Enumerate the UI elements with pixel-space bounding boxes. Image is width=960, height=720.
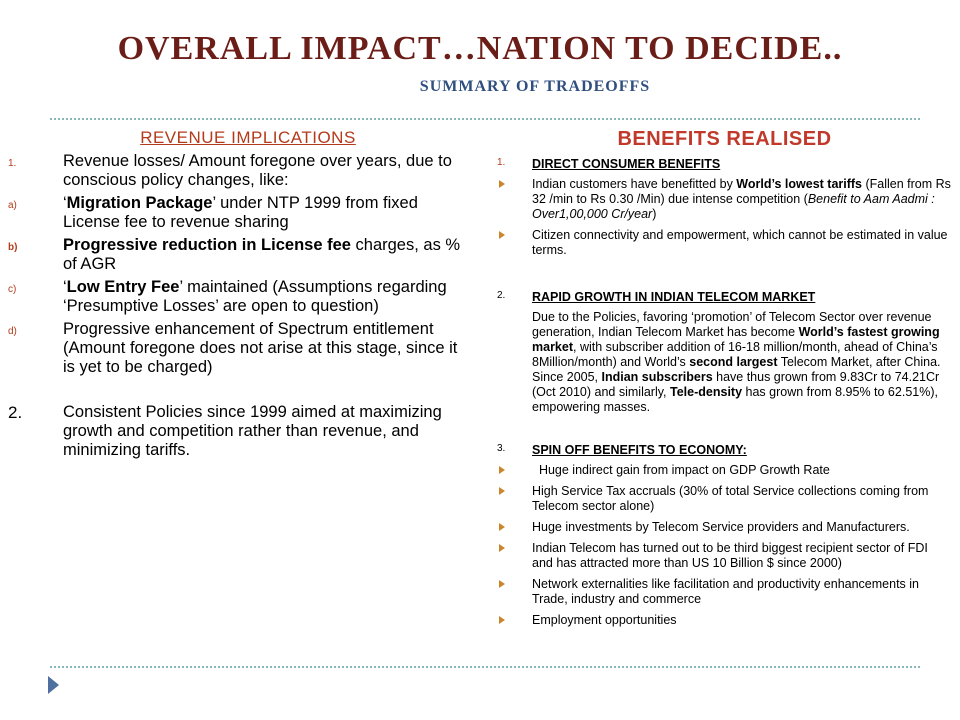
- license-fee-label: Progressive reduction in License fee: [63, 236, 351, 254]
- text-run: , with subscriber addition of 16-18 million/month, ahead of China’s 8Million/month) and World’s: [532, 340, 938, 369]
- text-run: Indian customers have benefitted by: [532, 177, 737, 191]
- revenue-column: [8, 128, 468, 460]
- text-run: Telecom Market, after China. Since 2005,: [532, 355, 941, 384]
- benefits-section-3-title: SPIN OFF BENEFITS TO ECONOMY:: [532, 443, 747, 457]
- slide-title: OVERALL IMPACT…NATION TO DECIDE..: [117, 30, 843, 67]
- text-run: Network externalities like facilitation and productivity enhancements in Trade, industry and commerce: [532, 577, 919, 606]
- text-run: have thus grown from 9.83Cr to 74.21Cr (Oct 2010) and similarly,: [532, 370, 940, 399]
- revenue-heading: REVENUE IMPLICATIONS: [140, 128, 356, 147]
- triangle-bullet-icon: [499, 616, 505, 624]
- benefits-section-2-title: RAPID GROWTH IN INDIAN TELECOM MARKET: [532, 290, 816, 304]
- text-run-bold: Indian subscribers: [601, 370, 713, 384]
- list-marker: 1.: [497, 157, 506, 168]
- revenue-item-c-text: ’ maintained (Assumptions regarding ‘Presumptive Losses’ are open to question): [63, 278, 447, 315]
- text-run-bold: second largest: [689, 355, 778, 369]
- spacer: [497, 258, 952, 288]
- list-item: [497, 541, 952, 571]
- text-run: Indian Telecom has turned out to be third biggest recipient sector of FDI and has attracted more than US 10 Billion $ since 2000): [532, 541, 928, 570]
- list-item: [497, 177, 952, 222]
- text-run-bold: World’s fastest growing market: [532, 325, 940, 354]
- revenue-item-2-text: Consistent Policies since 1999 aimed at maximizing growth and competition rather than revenue, and minimizing tariffs.: [63, 403, 442, 459]
- list-item: [497, 463, 952, 478]
- revenue-item-a-text: ’ under NTP 1999 from fixed License fee to revenue sharing: [63, 194, 418, 231]
- revenue-item-1-text: Revenue losses/ Amount foregone over years, due to conscious policy changes, like:: [63, 152, 452, 189]
- dotted-divider-bottom: [50, 666, 920, 668]
- text-run: ): [652, 207, 657, 221]
- quote-mark: ‘: [63, 194, 67, 212]
- list-marker: c): [8, 284, 17, 295]
- triangle-bullet-icon: [499, 231, 505, 239]
- text-run: Due to the Policies, favoring ‘promotion’ of Telecom Sector over revenue generation, Indian Telecom Market has become: [532, 310, 932, 339]
- revenue-item-d-text: Progressive enhancement of Spectrum entitlement (Amount foregone does not arise at this stage, since it is yet to be charged): [63, 320, 458, 376]
- revenue-item-c: [8, 278, 468, 316]
- text-run: Citizen connectivity and empowerment, which cannot be estimated in value terms.: [532, 228, 948, 257]
- triangle-bullet-icon: [499, 466, 505, 474]
- list-item: [497, 228, 952, 258]
- triangle-bullet-icon: [499, 544, 505, 552]
- list-marker: d): [8, 326, 17, 337]
- list-item: [497, 577, 952, 607]
- list-item: [497, 520, 952, 535]
- triangle-bullet-icon: [499, 580, 505, 588]
- triangle-bullet-icon: [499, 180, 505, 188]
- text-run: has grown from 8.95% to 62.51%), empowering masses.: [532, 385, 938, 414]
- triangle-bullet-icon: [499, 487, 505, 495]
- migration-package-label: Migration Package: [66, 194, 213, 212]
- list-item: [497, 484, 952, 514]
- revenue-item-a: [8, 194, 468, 232]
- revenue-item-b-text: charges, as % of AGR: [63, 236, 461, 273]
- text-run-bold: World’s lowest tariffs: [736, 177, 863, 191]
- benefits-column: [497, 128, 952, 628]
- benefits-section-3: [497, 443, 952, 457]
- text-run: (Fallen from Rs 32 /min to Rs 0.30 /Min) due intense competition (: [532, 177, 951, 206]
- low-entry-fee-label: Low Entry Fee: [66, 278, 180, 296]
- list-marker: 3.: [497, 443, 506, 454]
- list-marker: 2.: [8, 403, 23, 422]
- benefits-section-1: [497, 157, 952, 171]
- benefits-section-2-paragraph: [497, 310, 952, 415]
- revenue-item-d: [8, 320, 468, 377]
- benefits-section-1-title: DIRECT CONSUMER BENEFITS: [532, 157, 721, 171]
- slide-subtitle: SUMMARY OF TRADEOFFS: [419, 78, 651, 95]
- spacer: [497, 415, 952, 441]
- right-arrow-icon[interactable]: [48, 676, 59, 694]
- list-marker: b): [8, 242, 18, 253]
- list-marker: 2.: [497, 290, 506, 301]
- text-run: Huge indirect gain from impact on GDP Growth Rate: [532, 463, 830, 477]
- text-run: Employment opportunities: [532, 613, 677, 627]
- list-item: [497, 613, 952, 628]
- revenue-item-b: [8, 236, 468, 274]
- text-run-italic: Benefit to Aam Aadmi : Over1,00,000 Cr/year: [532, 192, 935, 221]
- quote-mark: ‘: [63, 278, 67, 296]
- list-marker: a): [8, 200, 17, 211]
- benefits-section-2: [497, 290, 952, 304]
- revenue-item-1: [8, 152, 468, 190]
- triangle-bullet-icon: [499, 523, 505, 531]
- text-run-bold: Tele-density: [670, 385, 743, 399]
- revenue-item-2: [8, 403, 468, 460]
- text-run: Huge investments by Telecom Service providers and Manufacturers.: [532, 520, 910, 534]
- benefits-heading: BENEFITS REALISED: [617, 128, 832, 150]
- text-run: High Service Tax accruals (30% of total Service collections coming from Telecom sector alone): [532, 484, 929, 513]
- list-marker: 1.: [8, 158, 17, 169]
- dotted-divider-top: [50, 118, 920, 120]
